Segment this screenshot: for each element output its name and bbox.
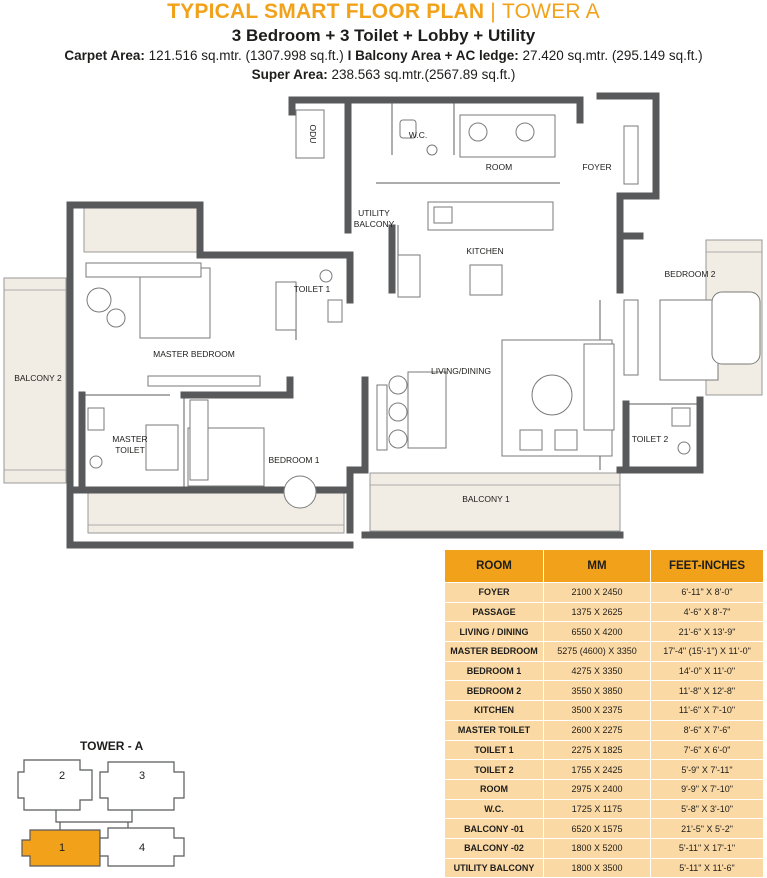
master-wardrobe (86, 263, 201, 277)
key-unit-2 (18, 760, 92, 810)
table-cell-room: BALCONY -02 (445, 838, 544, 858)
label-foyer: FOYER (582, 162, 612, 172)
key-plan-title: TOWER - A (80, 739, 144, 753)
toilet2-wc (678, 442, 690, 454)
table-cell-feet: 11'-6" X 7'-10" (651, 701, 764, 721)
table-cell-mm: 4275 X 3350 (544, 661, 651, 681)
label-room: ROOM (485, 162, 513, 172)
master-stool (107, 309, 125, 327)
label-balcony-1: BALCONY 1 (462, 494, 510, 504)
table-header-room: ROOM (445, 550, 544, 583)
table-cell-feet: 7'-6" X 6'-0" (651, 740, 764, 760)
dining-chair-2 (389, 403, 407, 421)
label-toilet-2: TOILET 2 (631, 434, 669, 444)
table-cell-mm: 2275 X 1825 (544, 740, 651, 760)
bed-2 (660, 300, 718, 380)
room-chair-2 (516, 123, 534, 141)
table-body (445, 583, 764, 878)
key-label-1: 1 (58, 842, 66, 854)
toilet1-wc (320, 270, 332, 282)
table-row (445, 760, 764, 780)
carpet-area-label: Carpet Area: (64, 48, 145, 63)
label-odu: ODU (308, 124, 318, 144)
table-cell-room: BALCONY -01 (445, 819, 544, 839)
table-cell-feet: 21'-5" X 5'-2" (651, 819, 764, 839)
table-row (445, 583, 764, 603)
table-cell-feet: 8'-6" X 7'-6" (651, 720, 764, 740)
label-utility: UTILITY (358, 208, 390, 218)
table-cell-room: KITCHEN (445, 701, 544, 721)
table-cell-feet: 5'-9" X 7'-11" (651, 760, 764, 780)
carpet-area-value: 121.516 sq.mtr. (1307.998 sq.ft.) (148, 48, 344, 63)
master-tv-unit (148, 376, 260, 386)
table-cell-room: BEDROOM 1 (445, 661, 544, 681)
key-label-3: 3 (138, 770, 146, 782)
table-cell-room: BEDROOM 2 (445, 681, 544, 701)
label-wc: W.C. (408, 130, 428, 140)
balcony-area-value: 27.420 sq.mtr. (295.149 sq.ft.) (522, 48, 703, 63)
label-master-bedroom: MASTER BEDROOM (153, 349, 235, 359)
table-cell-mm: 1375 X 2625 (544, 602, 651, 622)
label-balcony-2: BALCONY 2 (14, 373, 62, 383)
foyer-cabinet (624, 126, 638, 184)
super-area-label: Super Area: (251, 67, 328, 82)
table-cell-feet: 11'-8" X 12'-8" (651, 681, 764, 701)
table-cell-feet: 14'-0" X 11'-0" (651, 661, 764, 681)
table-cell-room: ROOM (445, 779, 544, 799)
table-cell-feet: 17'-4" (15'-1") X 11'-0" (651, 642, 764, 662)
key-plan (18, 760, 184, 866)
table-header-mm: MM (544, 550, 651, 583)
table-row (445, 819, 764, 839)
table-row (445, 779, 764, 799)
table-cell-feet: 6'-11" X 8'-0" (651, 583, 764, 603)
label-toilet-1: TOILET 1 (293, 284, 331, 294)
table-row (445, 740, 764, 760)
toilet2-basin (672, 408, 690, 426)
wc-basin (427, 145, 437, 155)
label-living-dining: LIVING/DINING (431, 366, 491, 376)
table-cell-mm: 2600 X 2275 (544, 720, 651, 740)
table-cell-room: W.C. (445, 799, 544, 819)
table-row (445, 858, 764, 878)
table-cell-mm: 2975 X 2400 (544, 779, 651, 799)
table-cell-room: TOILET 1 (445, 740, 544, 760)
table-header-row (445, 550, 764, 583)
table-row (445, 642, 764, 662)
dining-chair-3 (389, 430, 407, 448)
label-master-toilet-2: TOILET (115, 445, 145, 455)
table-cell-mm: 1725 X 1175 (544, 799, 651, 819)
label-utility-balcony: BALCONY (353, 219, 395, 229)
master-toilet-basin (88, 408, 104, 430)
toilet1-basin (328, 300, 342, 322)
table-cell-mm: 3500 X 2375 (544, 701, 651, 721)
table-cell-room: UTILITY BALCONY (445, 858, 544, 878)
super-area-value: 238.563 sq.mtr.(2567.89 sq.ft.) (331, 67, 516, 82)
dining-table (408, 372, 446, 448)
label-master-toilet-1: MASTER (112, 434, 148, 444)
table-row (445, 622, 764, 642)
dining-chair-1 (389, 376, 407, 394)
table-row (445, 681, 764, 701)
master-balcony-top-area (84, 207, 200, 252)
table-row (445, 701, 764, 721)
balcony-area-label: I Balcony Area + AC ledge: (347, 48, 519, 63)
living-armchair-1 (520, 430, 542, 450)
label-bedroom-2: BEDROOM 2 (664, 269, 716, 279)
table-cell-mm: 1755 X 2425 (544, 760, 651, 780)
table-cell-mm: 2100 X 2450 (544, 583, 651, 603)
master-bed (140, 268, 210, 338)
master-shower (146, 425, 178, 470)
table-cell-mm: 6550 X 4200 (544, 622, 651, 642)
table-row (445, 720, 764, 740)
table-cell-feet: 21'-6" X 13'-9" (651, 622, 764, 642)
title-separator: | (490, 0, 496, 23)
bedroom2-wardrobe (624, 300, 638, 375)
table-cell-mm: 1800 X 5200 (544, 838, 651, 858)
master-chair (87, 288, 111, 312)
table-cell-room: PASSAGE (445, 602, 544, 622)
title-tower: TOWER A (501, 0, 600, 23)
table-cell-mm: 1800 X 3500 (544, 858, 651, 878)
table-cell-feet: 5'-11" X 17'-1" (651, 838, 764, 858)
living-sofa (584, 344, 614, 430)
label-bedroom-1: BEDROOM 1 (268, 455, 320, 465)
table-cell-room: LIVING / DINING (445, 622, 544, 642)
key-core (56, 810, 132, 822)
bedroom1-table (284, 476, 316, 508)
living-armchair-2 (555, 430, 577, 450)
key-label-2: 2 (58, 770, 66, 782)
table-header-feet: FEET-INCHES (651, 550, 764, 583)
master-toilet-wc (90, 456, 102, 468)
table-cell-feet: 9'-9" X 7'-10" (651, 779, 764, 799)
table-cell-room: MASTER BEDROOM (445, 642, 544, 662)
table-row (445, 838, 764, 858)
table-row (445, 799, 764, 819)
table-cell-room: FOYER (445, 583, 544, 603)
bedroom1-wardrobe (190, 400, 208, 480)
table-row (445, 661, 764, 681)
kitchen-counter (398, 115, 555, 297)
title-main: TYPICAL SMART FLOOR PLAN (167, 0, 485, 23)
coffee-table (532, 375, 572, 415)
table-cell-mm: 3550 X 3850 (544, 681, 651, 701)
table-cell-mm: 5275 (4600) X 3350 (544, 642, 651, 662)
table-cell-room: TOILET 2 (445, 760, 544, 780)
sofa-bed-2 (712, 292, 760, 364)
key-label-4: 4 (138, 842, 146, 854)
area-table (444, 549, 764, 878)
label-kitchen: KITCHEN (466, 246, 504, 256)
table-row (445, 602, 764, 622)
balcony-areas (4, 207, 762, 533)
table-cell-feet: 5'-11" X 11'-6" (651, 858, 764, 878)
page-subtitle: 3 Bedroom + 3 Toilet + Lobby + Utility (231, 26, 536, 45)
tv-unit (377, 385, 387, 450)
table-cell-mm: 6520 X 1575 (544, 819, 651, 839)
room-chair-1 (469, 123, 487, 141)
table-cell-feet: 4'-6" X 8'-7" (651, 602, 764, 622)
table-cell-room: MASTER TOILET (445, 720, 544, 740)
table-cell-feet: 5'-8" X 3'-10" (651, 799, 764, 819)
